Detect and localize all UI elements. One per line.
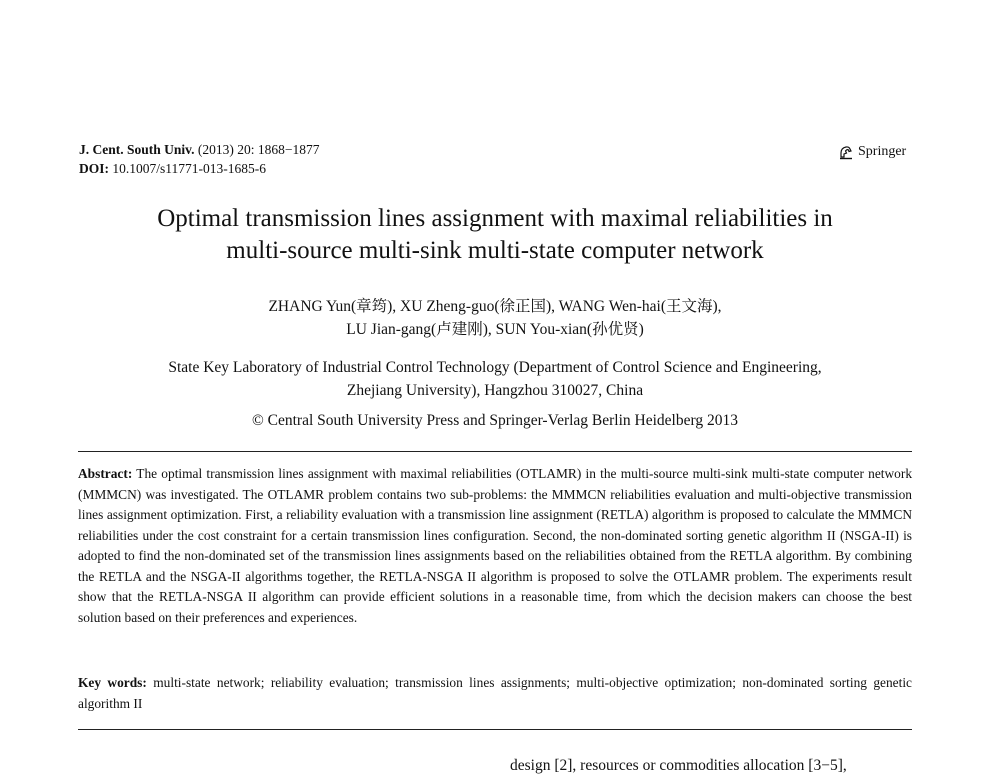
doi-line [79, 159, 320, 178]
journal-name: J. Cent. South Univ. [79, 142, 195, 157]
doi-value: 10.1007/s11771-013-1685-6 [112, 161, 266, 176]
journal-ref: (2013) 20: 1868−1877 [197, 142, 320, 157]
abstract-section [78, 464, 912, 628]
publisher-name: Springer [858, 144, 907, 159]
top-divider [78, 451, 912, 452]
authors-line-1: ZHANG Yun(章筠), XU Zheng-guo(徐正国), WANG Wen-hai(王文海), [268, 298, 722, 315]
abstract-label: Abstract: [78, 466, 133, 481]
affiliation [60, 356, 930, 402]
publisher-logo [838, 144, 906, 160]
title-line-2: multi-source multi-sink multi-state computer network [226, 237, 764, 264]
author-list [60, 295, 930, 341]
journal-citation [79, 140, 320, 159]
keywords-label: Key words: [78, 675, 147, 690]
springer-horse-icon [838, 144, 854, 160]
abstract-text: The optimal transmission lines assignment with maximal reliabilities (OTLAMR) in the multi-source multi-sink multi-state computer network (MMMCN) was investigated. The OTLAMR problem contains two sub-problems: the MMMCN reliabilities evaluation and multi-objective transmission lines assignment optimization. First, a reliability evaluation with a transmission line assignment (RETLA) algorithm is proposed to calculate the MMMCN reliabilities under the cost constraint for a certain transmission lines configuration. Second, the non-dominated sorting genetic algorithm II (NSGA-II) is adopted to find the non-dominated set of the transmission lines assignments based on the reliabilities obtained from the RETLA algorithm. By combining the RETLA and the NSGA-II algorithms together, the RETLA-NSGA II algorithm is proposed to solve the OTLAMR problem. The experiments result show that the RETLA-NSGA II algorithm can provide efficient solutions in a reasonable time, from which the decision makers can choose the best solution based on their preferences and experiences. [78, 466, 913, 625]
affiliation-line-1: State Key Laboratory of Industrial Control Technology (Department of Control Science and Engineering, [168, 359, 822, 376]
doi-label: DOI: [79, 161, 109, 176]
authors-line-2: LU Jian-gang(卢建刚), SUN You-xian(孙优贤) [346, 321, 644, 338]
journal-header [79, 140, 320, 178]
paper-title [60, 203, 930, 267]
copyright-notice: © Central South University Press and Springer-Verlag Berlin Heidelberg 2013 [252, 412, 738, 429]
keywords-section [78, 673, 912, 714]
bottom-divider [78, 729, 912, 730]
body-text-start: design [2], resources or commodities allocation [3−5], [510, 757, 847, 774]
title-line-1: Optimal transmission lines assignment with maximal reliabilities in [157, 205, 833, 232]
keywords-text: multi-state network; reliability evaluation; transmission lines assignments; multi-objective optimization; non-dominated sorting genetic algorithm II [78, 675, 912, 711]
affiliation-line-2: Zhejiang University), Hangzhou 310027, China [346, 382, 644, 399]
